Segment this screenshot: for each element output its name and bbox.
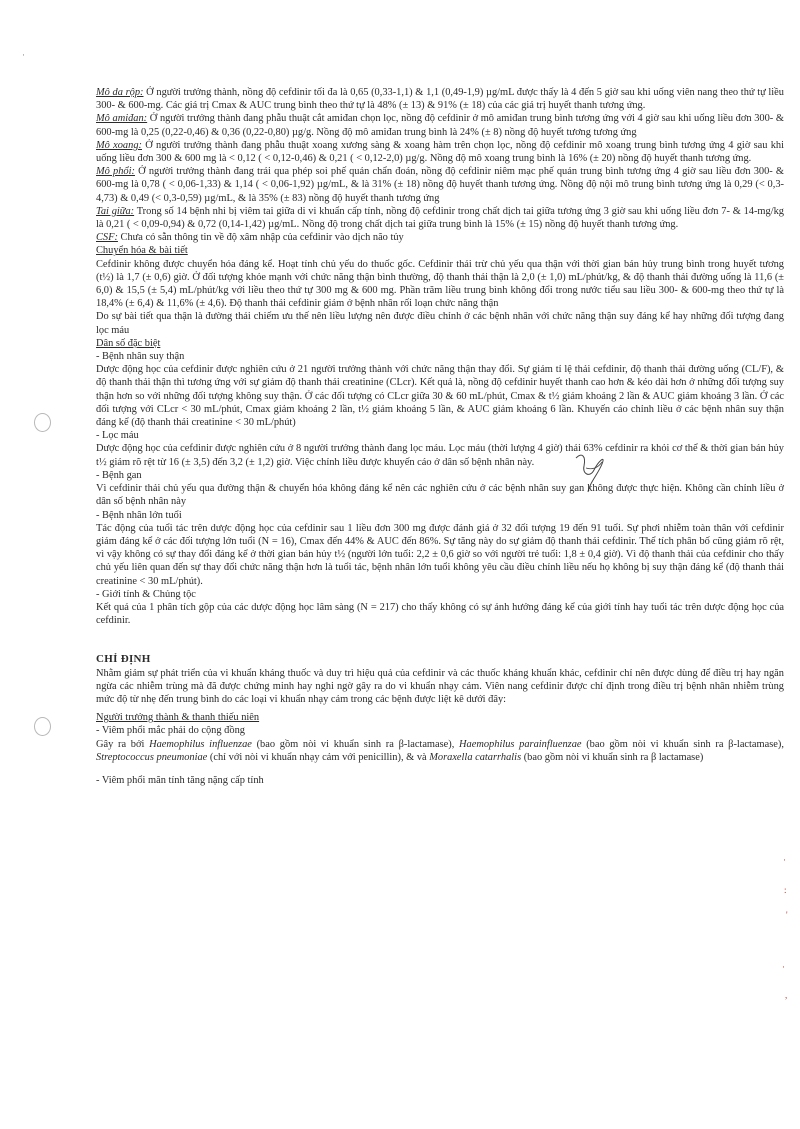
margin-stamp-mark: : xyxy=(784,885,787,895)
paragraph-indications-intro: Nhằm giảm sự phát triển của vi khuẩn kháng thuốc và duy trì hiệu quả của cefdinir và các thuốc kháng khuẩn khác, cefdinir chỉ nên được dùng để điều trị hay ngăn ngừa các nhiễm trùng mà đã được chứng minh hay nghi ngờ gây ra do vi khuẩn nhạy cảm. Viên nang cefdinir được chỉ định trong điều trị bệnh nhân nhiễm trùng mức độ từ nhẹ đến trung bình do các loại vi khuẩn nhạy cảm trong các bệnh được liệt kê dưới đây: xyxy=(96,667,784,705)
margin-stamp-mark: , xyxy=(785,990,788,1000)
section-label: Mô phổi: xyxy=(96,166,135,178)
paragraph-community-pneumonia xyxy=(96,738,784,764)
section-heading-indications: CHỈ ĐỊNH xyxy=(96,653,151,666)
margin-stamp-mark: · xyxy=(782,962,785,972)
paragraph-text: Chưa có sẵn thông tin về độ xâm nhập của cefdinir vào dịch não tủy xyxy=(117,232,404,244)
paragraph-text: Ở người trưởng thành đang trải qua phép soi phế quản chẩn đoán, nồng độ cefdinir niêm mạc phế quản trung bình tương ứng 4 giờ sau liều đơn 300- & 600-mg là 0,78 ( < 0,06-1,33) & 1,14 ( < 0,06-1,92) µg/mL, & là 31% (± 18) nồng độ huyết thanh tương ứng. Nồng độ nội mô trung bình tương ứng là 0,29 (< 0,3-4,73) & 0,49 (< 0,3-0,59) µg/mL, & là 35% (± 83) nồng độ huyết thanh tương ứng xyxy=(96,166,784,204)
organism-name: Streptococcus pneumoniae xyxy=(96,751,208,763)
text-run: (bao gồm nòi vi khuẩn sinh ra β lactamase) xyxy=(521,751,704,763)
item-community-pneumonia: - Viêm phổi mắc phải do cộng đồng xyxy=(96,725,245,737)
section-label: Mô amiđan: xyxy=(96,113,148,125)
paragraph-text: Trong số 14 bệnh nhi bị viêm tai giữa di vi khuẩn cấp tính, nồng độ cefdinir trong chất dịch tai giữa tương ứng 3 giờ sau khi uống liều đơn 7- & 14-mg/kg là 0,21 ( < 0,09-0,94) & 0,72 (0,14-1,42) µg/mL. Nồng độ trong chất dịch tai giữa trung bình là 15% (± 15) nồng độ huyết thanh tương ứng. xyxy=(96,205,784,231)
paragraph-sinus xyxy=(96,139,784,165)
text-run: (bao gồm nòi vi khuẩn sinh ra β-lactamase), xyxy=(251,738,460,750)
section-label: Mô xoang: xyxy=(96,139,142,151)
item-chronic-bronchitis: - Viêm phổi mãn tính tăng nặng cấp tính xyxy=(96,774,264,786)
paragraph-geriatric: Tác động của tuổi tác trên dược động học của cefdinir sau 1 liều đơn 300 mg được đánh giá ở 32 đối tượng 19 đến 91 tuổi. Sự phơi nhiễm toàn thân với cefdinir giảm đáng kể ở các đối tượng lớn tuổi (N = 16), Cmax đến 44% & AUC đến 86%. Sự tăng này do sự giảm độ thanh thải cefdinir. Thể tích phân bố cũng giảm rõ rệt, vì vậy không có sự thay đổi đáng kể ở thời gian bán hủy t½ (người lớn tuổi: 2,2 ± 0,6 giờ so với người trẻ tuổi: 1,8 ± 0,4 giờ). Vì độ thanh thải của cefdinir cho thấy chủ yếu liên quan đến sự thay đổi chức năng thận hơn là tuổi tác, bệnh nhân lớn tuổi không yêu cầu điều chỉnh liều nếu họ không bị suy thận đáng kể (độ thanh thải creatinine < 30 mL/phút). xyxy=(96,522,784,587)
subheading-adults-adolescents: Người trưởng thành & thanh thiếu niên xyxy=(96,712,260,724)
paragraph-skin-blister xyxy=(96,86,784,112)
paragraph-text: Ở người trưởng thành đang phẫu thuật xoang xương sàng & xoang hàm trên chọn lọc, nồng độ cefdinir mô xoang trung bình tương ứng 4 giờ sau khi uống liều đơn 300 & 600 mg là < 0,12 ( < 0,12-0,46) & 0,21 ( < 0,12-2,0) µg/g. Nồng độ mô xoang trung bình là 16% (± 20) nồng độ huyết thanh tương ứng. xyxy=(96,139,784,165)
paragraph-renal-insufficiency: Dược động học của cefdinir được nghiên cứu ở 21 người trưởng thành với chức năng thận thay đổi. Sự giảm tỉ lệ thải cefdinir, độ thanh thải đường uống (CL/F), & độ thanh thải thận thì tương ứng với sự giảm độ thanh thải creatinine (CLcr). Kết quả là, nồng độ cefdinir huyết thanh cao hơn & kéo dài hơn ở những đối tượng suy thận hơn so với những đối tượng không suy thận. Ở các đối tượng có CLcr giữa 30 & 60 mL/phút, Cmax & t½ giảm khoảng 2 lần & AUC giảm khoảng 3 lần. Ở các đối tượng với CLcr < 30 mL/phút, Cmax giảm khoảng 2 lần, t½ giảm khoảng 5 lần, & AUC giảm khoảng 6 lần. Khuyến cáo chỉnh liều ở các bệnh nhân suy thận đáng kể (độ thanh thải creatinine < 30 mL/phút) xyxy=(96,364,784,429)
binder-hole-bottom xyxy=(34,717,51,736)
organism-name: Moraxella catarrhalis xyxy=(429,751,522,763)
paragraph-middle-ear xyxy=(96,205,784,231)
item-gender-race: - Giới tính & Chủng tộc xyxy=(96,588,196,600)
text-run: (chỉ với nòi vi khuẩn nhạy cảm với penicillin), & và xyxy=(207,751,430,763)
section-label: CSF: xyxy=(96,232,118,244)
paragraph-tonsil xyxy=(96,112,784,138)
subheading-special-populations: Dân số đặc biệt xyxy=(96,337,161,349)
paragraph-gender-race: Kết quả của 1 phân tích gộp của các dược động học lâm sàng (N = 217) cho thấy không có sự ảnh hưởng đáng kể của giới tính hay tuổi tác trên dược động học của cefdinir. xyxy=(96,601,784,627)
scan-speck: · xyxy=(22,50,25,60)
section-label: Tai giữa: xyxy=(96,205,135,217)
paragraph-metabolism: Cefdinir không được chuyển hóa đáng kể. Hoạt tính chủ yếu do thuốc gốc. Cefdinir thải trừ chủ yếu qua thận với thời gian bán hủy trung bình trong huyết tương (t½) là 1,7 (± 0,6) giờ. Ở đối tượng khỏe mạnh với chức năng thận bình thường, độ thanh thải thận là 2,0 (± 1,0) mL/phút/kg, & độ thanh thải đường uống là 11,6 (± 6,0) & 15,5 (± 5,4) mL/phút/kg với liều theo thứ tự 300 mg & 600 mg. Phần trăm liều trung bình không đổi trong nước tiểu sau liều 300- & 600-mg theo thứ tự là 18,4% (± 6,4) & 11,6% (± 4,6). Độ thanh thải cefdinir giảm ở bệnh nhân rối loạn chức năng thận xyxy=(96,258,784,310)
organism-name: Haemophilus influenzae xyxy=(149,738,252,750)
text-run: Gây ra bởi xyxy=(96,738,150,750)
paragraph-renal-excretion: Do sự bài tiết qua thận là đường thải chiếm ưu thế nên liều lượng nên được điều chỉnh ở các bệnh nhân với chức năng thận suy đáng kể hay những đối tượng đang lọc máu xyxy=(96,311,784,336)
paragraph-hepatic-disease: Vì cefdinir thải chủ yếu qua đường thận & chuyển hóa không đáng kể nên các nghiên cứu ở các bệnh nhân suy gan không được thực hiện. Không cần chỉnh liều ở dân số bệnh nhân này xyxy=(96,483,784,508)
paragraph-csf xyxy=(96,231,784,244)
margin-stamp-mark: · xyxy=(783,855,786,865)
subheading-metabolism: Chuyển hóa & bài tiết xyxy=(96,245,188,257)
paragraph-hemodialysis: Dược động học của cefdinir được nghiên cứu ở 8 người trưởng thành đang lọc máu. Lọc máu (thời lượng 4 giờ) thải 63% cefdinir ra khỏi cơ thể & thời gian bán hủy t½ giảm rõ rệt từ 16 (± 3,5) đến 3,2 (± 1,2) giờ. Việc chỉnh liều được khuyến cáo ở dân số bệnh nhân này. xyxy=(96,443,784,468)
paragraph-text: Ở người trưởng thành, nồng độ cefdinir tối đa là 0,65 (0,33-1,1) & 1,1 (0,49-1,9) µg/mL được thấy là 4 đến 5 giờ sau khi uống viên nang theo thứ tự liều 300- & 600-mg. Các giá trị Cmax & AUC trung bình theo thứ tự là 48% (± 13) & 91% (± 18) của các giá trị huyết thanh tương ứng. xyxy=(96,87,784,112)
paragraph-text: Ở người trưởng thành đang phẫu thuật cắt amiđan chọn lọc, nồng độ cefdinir ở mô amiđan trung bình tương ứng với 4 giờ sau khi uống liều đơn 300- & 600-mg là 0,25 (0,22-0,46) & 0,36 (0,22-0,80) µg/g. Nồng độ mô amiđan trung bình là 24% (± 8) nồng độ huyết tương tương ứng xyxy=(96,113,784,138)
binder-hole-top xyxy=(34,413,51,432)
item-hemodialysis: - Lọc máu xyxy=(96,430,139,442)
item-geriatric: - Bệnh nhân lớn tuổi xyxy=(96,509,182,521)
organism-name: Haemophilus parainfluenzae xyxy=(459,738,582,750)
item-hepatic-disease: - Bệnh gan xyxy=(96,469,142,481)
text-run: (bao gồm nòi vi khuẩn sinh ra β-lactamase), xyxy=(581,738,784,750)
section-label: Mô da rộp: xyxy=(96,87,144,98)
item-renal-insufficiency: - Bệnh nhân suy thận xyxy=(96,351,185,363)
paragraph-lung xyxy=(96,165,784,205)
document-body xyxy=(96,86,784,787)
margin-stamp-mark: ' xyxy=(786,910,788,920)
